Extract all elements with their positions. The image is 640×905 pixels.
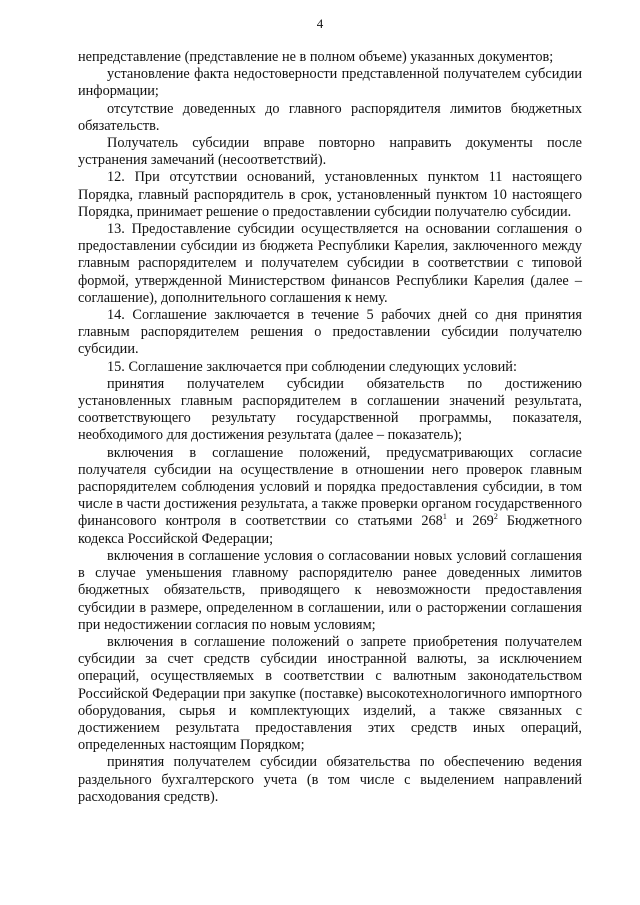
paragraph-1: непредставление (представление не в полном объеме) указанных документов; xyxy=(78,49,554,65)
paragraph-15: 15. Соглашение заключается при соблюдении следующих условий: xyxy=(107,358,517,375)
condition-audit-text-a: включения в соглашение положений, предусматривающих согласие получателя субсидии на осуществление в отношении него проверок главным распорядителем соблюдения условий и порядка предоставления субсидии, в том числе в части достижения результата, а также проверки органом государственного финансового контроля в соответствии со статьями 268 xyxy=(78,444,582,530)
superscript-2: 2 xyxy=(493,512,498,522)
paragraph-3: отсутствие доведенных до главного распорядителя лимитов бюджетных обязательств. xyxy=(78,100,582,134)
document-body xyxy=(78,49,582,806)
condition-new-terms: включения в соглашение условия о согласовании новых условий соглашения в случае уменьшения главному распорядителю ранее доведенных лимитов бюджетных обязательств, приводящего к невозможности предоставления субсидии в размере, определенном в соглашении, или о расторжении соглашения при недостижении согласия по новым условиям; xyxy=(78,547,582,633)
condition-audit-text-b: и 269 xyxy=(446,513,494,530)
paragraph-4: Получатель субсидии вправе повторно направить документы после устранения замечаний (несоответствий). xyxy=(78,135,582,169)
paragraph-2: установление факта недостоверности представленной получателем субсидии информации; xyxy=(78,66,582,100)
condition-obligations: принятия получателем субсидии обязательств по достижению установленных главным распорядителем в соглашении значений результата, соответствующего результату государственной программы, показателя, необходимого для достижения результата (далее – показатель); xyxy=(78,375,582,444)
condition-audit-text-c: Бюджетного кодекса Российской Федерации; xyxy=(78,513,582,547)
page-number: 4 xyxy=(316,16,324,31)
condition-currency-ban: включения в соглашение положений о запрете приобретения получателем субсидии за счет средств субсидии иностранной валюты, за исключением операций, осуществляемых в соответствии с валютным законодательством Российской Федерации при закупке (поставке) высокотехнологичного импортного оборудования, сырья и комплектующих изделий, а также связанных с достижением результата предоставления этих средств иных операций, определенных настоящим Порядком; xyxy=(78,633,582,754)
paragraph-13: 13. Предоставление субсидии осуществляется на основании соглашения о предоставлении субсидии из бюджета Республики Карелия, заключенного между главным распорядителем и получателем субсидии в соответствии с типовой формой, утвержденной Министерством финансов Республики Карелия (далее – соглашение), дополнительного соглашения к нему. xyxy=(78,221,582,306)
paragraph-12: 12. При отсутствии оснований, установленных пунктом 11 настоящего Порядка, главный распорядитель в срок, установленный пунктом 10 настоящего Порядка, принимает решение о предоставлении субсидии получателю субсидии. xyxy=(78,169,582,220)
condition-separate-accounting: принятия получателем субсидии обязательства по обеспечению ведения раздельного бухгалтерского учета (в том числе с выделением направлений расходования средств). xyxy=(78,754,582,805)
paragraph-14: 14. Соглашение заключается в течение 5 рабочих дней со дня принятия главным распорядителем решения о предоставлении субсидии получателю субсидии. xyxy=(78,307,582,358)
condition-audit-consent xyxy=(78,445,582,548)
superscript-1: 1 xyxy=(442,512,447,522)
